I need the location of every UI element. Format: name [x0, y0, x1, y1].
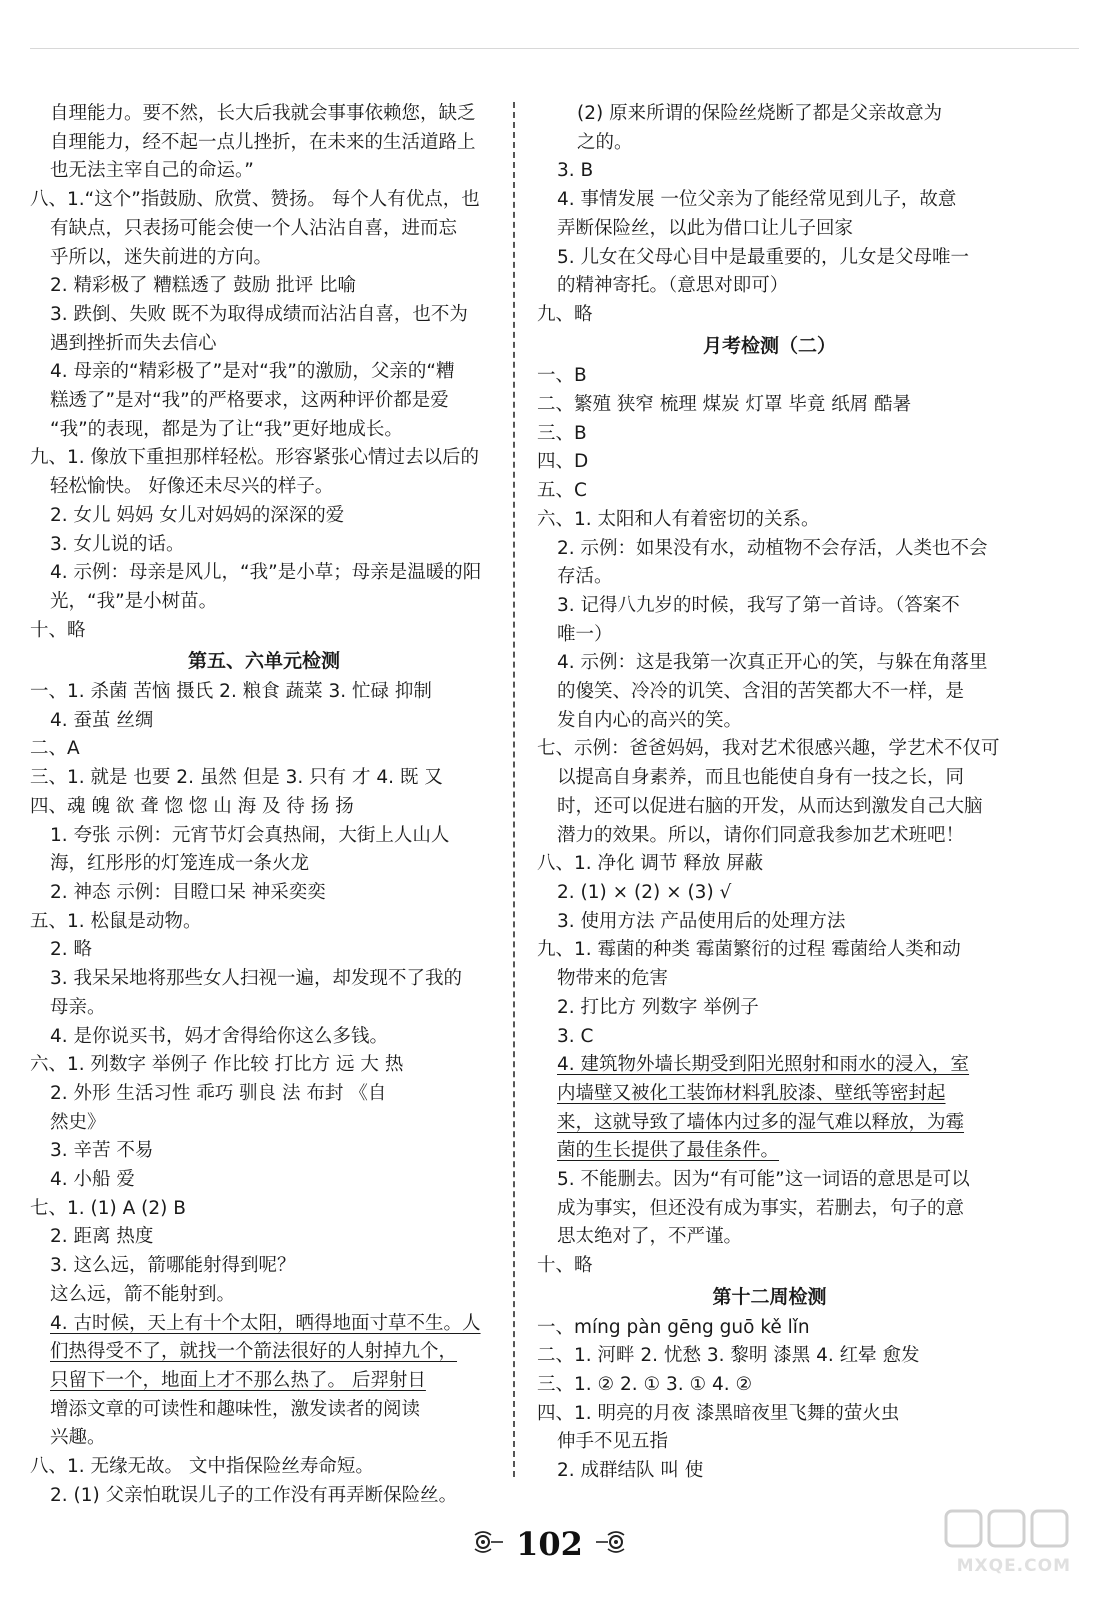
- watermark-text: MXQE.COM: [956, 1556, 1071, 1576]
- answer-line: 弄断保险丝，以此为借口让儿子回家: [557, 217, 854, 239]
- underlined-text: 们热得受不了，就找一个箭法很好的人射掉九个，: [50, 1341, 458, 1363]
- answer-line: 糕透了”是对“我”的严格要求，这两种评价都是爱: [50, 390, 449, 412]
- column-divider: [513, 102, 515, 1477]
- answer-line: 自理能力，经不起一点儿挫折，在未来的生活道路上: [50, 131, 476, 153]
- answer-line: 海，红彤彤的灯笼连成一条火龙: [50, 853, 310, 875]
- answer-line: [30, 1367, 498, 1396]
- answer-line: [537, 1080, 1002, 1109]
- answer-line: 九、1. 像放下重担那样轻松。形容紧张心情过去以后的: [30, 447, 480, 469]
- answer-line: 2. 精彩极了 糟糕透了 鼓励 批评 比喻: [50, 275, 357, 297]
- answer-line: 4. 示例：母亲是风儿，“我”是小草；母亲是温暖的阳: [50, 562, 482, 584]
- answer-line: 唯一）: [557, 623, 613, 645]
- answer-line: 2. 成群结队 叫 使: [557, 1460, 704, 1482]
- underlined-text: 4. 建筑物外墙长期受到阳光照射和雨水的浸入，室: [557, 1054, 970, 1076]
- answer-line: 四、D: [537, 451, 589, 473]
- answer-line: 2. (1) 父亲怕耽误儿子的工作没有再弄断保险丝。: [50, 1484, 458, 1506]
- answer-line: 之的。: [577, 131, 633, 153]
- answer-line: 3. 女儿说的话。: [50, 533, 185, 555]
- answer-line: 八、1.“这个”指鼓励、欣赏、赞扬。 每个人有优点，也: [30, 189, 480, 211]
- answer-line: 3. 这么远，箭哪能射得到呢？: [50, 1255, 296, 1277]
- answer-line: 十、略: [537, 1255, 593, 1277]
- answer-line: 2. 距离 热度: [50, 1226, 154, 1248]
- answer-line: 四、魂 魄 欲 聋 惚 惚 山 海 及 待 扬 扬: [30, 795, 354, 817]
- answer-line: 一、1. 杀菌 苦恼 摄氏 2. 粮食 蔬菜 3. 忙碌 抑制: [30, 681, 432, 703]
- answer-line: 有缺点，只表扬可能会使一个人沾沾自喜，进而忘: [50, 217, 458, 239]
- answer-line: 2. 略: [50, 939, 93, 961]
- answer-line: 六、1. 列数字 举例子 作比较 打比方 远 大 热: [30, 1054, 404, 1076]
- answer-line: 物带来的危害: [557, 968, 669, 990]
- answer-line: 3. B: [557, 160, 594, 182]
- answer-line: 三、B: [537, 422, 587, 444]
- answer-line: 乎所以，迷失前进的方向。: [50, 246, 273, 268]
- answer-line: 四、1. 明亮的月夜 漆黑暗夜里飞舞的萤火虫: [537, 1402, 900, 1424]
- answer-line: [537, 1109, 1002, 1138]
- answer-line: [30, 1310, 498, 1339]
- answer-line: 兴趣。: [50, 1427, 106, 1449]
- underlined-text: 只留下一个，地面上才不那么热了。 后羿射日: [50, 1369, 426, 1391]
- answer-line: 时，还可以促进右脑的开发，从而达到激发自己大脑: [557, 795, 983, 817]
- section-heading: 月考检测（二）: [702, 334, 836, 357]
- answer-line: 八、1. 净化 调节 释放 屏蔽: [537, 853, 764, 875]
- watermark-logo: [941, 1506, 1071, 1576]
- answer-line: 二、A: [30, 738, 80, 760]
- answer-line: 五、1. 松鼠是动物。: [30, 910, 202, 932]
- answer-line: 的傻笑、冷冷的讥笑、含泪的苦笑都大不一样，是: [557, 681, 965, 703]
- answer-line: 4. 母亲的“精彩极了”是对“我”的激励，父亲的“糟: [50, 361, 455, 383]
- answer-line: 三、1. ② 2. ① 3. ① 4. ②: [537, 1373, 753, 1395]
- page-footer: [0, 1525, 1099, 1563]
- answer-line: 3. C: [557, 1025, 594, 1047]
- answer-line: 九、略: [537, 303, 593, 325]
- underlined-text: 菌的生长提供了最佳条件。: [557, 1140, 780, 1162]
- answer-line: 六、1. 太阳和人有着密切的关系。: [537, 508, 820, 530]
- section-heading: 第五、六单元检测: [187, 650, 340, 673]
- answer-line: 发自内心的高兴的笑。: [557, 709, 743, 731]
- answer-line: 九、1. 霉菌的种类 霉菌繁衍的过程 霉菌给人类和动: [537, 939, 961, 961]
- answer-line: 然史》: [50, 1111, 106, 1133]
- answer-line: 思太绝对了，不严谨。: [557, 1226, 743, 1248]
- answer-line: 成为事实，但还没有成为事实，若删去，句子的意: [557, 1197, 965, 1219]
- answer-line: 的精神寄托。（意思对即可）: [557, 275, 789, 297]
- underlined-text: 来，这就导致了墙体内过多的湿气难以释放，为霉: [557, 1111, 965, 1133]
- answer-line: 2. 神态 示例：目瞪口呆 神采奕奕: [50, 881, 326, 903]
- answer-line: 5. 不能删去。因为“有可能”这一词语的意思是可以: [557, 1169, 970, 1191]
- answer-line: 增添文章的可读性和趣味性，激发读者的阅读: [50, 1398, 421, 1420]
- answer-line: 3. 我呆呆地将那些女人扫视一遍，却发现不了我的: [50, 968, 463, 990]
- answer-line: (2) 原来所谓的保险丝烧断了都是父亲故意为: [577, 103, 943, 124]
- answer-line: “我”的表现，都是为了让“我”更好地成长。: [50, 418, 403, 440]
- answer-line: 2. 外形 生活习性 乖巧 驯良 法 布封 《自: [50, 1082, 387, 1104]
- answer-line: 4. 蚕茧 丝绸: [50, 709, 154, 731]
- answer-line: [30, 1338, 498, 1367]
- flower-ornament-icon: [471, 1529, 505, 1559]
- answer-line: 遇到挫折而失去信心: [50, 332, 217, 354]
- answer-line: 3. 记得八九岁的时候，我写了第一首诗。（答案不: [557, 594, 960, 616]
- answer-line: 母亲。: [50, 996, 106, 1018]
- answer-line: 2. 打比方 列数字 举例子: [557, 996, 759, 1018]
- answer-line: 4. 小船 爱: [50, 1169, 135, 1191]
- answer-line: 1. 夸张 示例：元宵节灯会真热闹，大街上人山人: [50, 824, 450, 846]
- answer-line: 4. 示例：这是我第一次真正开心的笑，与躲在角落里: [557, 652, 988, 674]
- answer-line: 2. (1) × (2) × (3) √: [557, 881, 732, 903]
- right-column: [537, 100, 1002, 1486]
- answer-line: 2. 示例：如果没有水，动植物不会存活，人类也不会: [557, 537, 988, 559]
- answer-line: 以提高自身素养，而且也能使自身有一技之长，同: [557, 767, 965, 789]
- answer-line: 八、1. 无缘无故。 文中指保险丝寿命短。: [30, 1456, 374, 1478]
- answer-line: 七、1. (1) A (2) B: [30, 1197, 186, 1219]
- underlined-text: 内墙壁又被化工装饰材料乳胶漆、壁纸等密封起: [557, 1082, 946, 1104]
- answer-line: 3. 使用方法 产品使用后的处理方法: [557, 910, 846, 932]
- answer-line: 自理能力。要不然，长大后我就会事事依赖您，缺乏: [50, 103, 476, 124]
- answer-line: 二、繁殖 狭窄 梳理 煤炭 灯罩 毕竟 纸屑 酷暑: [537, 394, 912, 416]
- answer-line: [537, 1051, 1002, 1080]
- answer-line: 二、1. 河畔 2. 忧愁 3. 黎明 漆黑 4. 红晕 愈发: [537, 1345, 920, 1367]
- left-column: [30, 100, 498, 1510]
- top-rule: [30, 48, 1079, 49]
- answer-line: 2. 女儿 妈妈 女儿对妈妈的深深的爱: [50, 504, 345, 526]
- flower-ornament-icon: [594, 1529, 628, 1559]
- answer-line: 存活。: [557, 566, 613, 588]
- answer-line: 也无法主宰自己的命运。”: [50, 160, 254, 182]
- page-number: 102: [516, 1525, 583, 1563]
- answer-line: 3. 辛苦 不易: [50, 1140, 154, 1162]
- answer-line: 光，“我”是小树苗。: [50, 590, 218, 612]
- answer-line: 5. 儿女在父母心目中是最重要的，儿女是父母唯一: [557, 246, 970, 268]
- underlined-text: 4. 古时候，天上有十个太阳，晒得地面寸草不生。人: [50, 1312, 481, 1334]
- answer-line: [537, 1137, 1002, 1166]
- answer-line: 4. 事情发展 一位父亲为了能经常见到儿子，故意: [557, 189, 957, 211]
- answer-line: 三、1. 就是 也要 2. 虽然 但是 3. 只有 才 4. 既 又: [30, 767, 443, 789]
- answer-line: 潜力的效果。所以，请你们同意我参加艺术班吧！: [557, 824, 965, 846]
- answer-line: 这么远，箭不能射到。: [50, 1283, 236, 1305]
- answer-line: 轻松愉快。 好像还未尽兴的样子。: [50, 476, 334, 498]
- answer-line: 一、míng pàn gēng guō kě lǐn: [537, 1316, 810, 1338]
- answer-line: 4. 是你说买书，妈才舍得给你这么多钱。: [50, 1025, 389, 1047]
- section-heading: 第十二周检测: [712, 1285, 827, 1308]
- answer-line: 五、C: [537, 480, 587, 502]
- answer-line: 十、略: [30, 619, 86, 641]
- answer-line: 七、示例：爸爸妈妈，我对艺术很感兴趣，学艺术不仅可: [537, 738, 1000, 760]
- answer-line: 伸手不见五指: [557, 1431, 669, 1453]
- answer-line: 一、B: [537, 365, 587, 387]
- answer-line: 3. 跌倒、失败 既不为取得成绩而沾沾自喜，也不为: [50, 303, 468, 325]
